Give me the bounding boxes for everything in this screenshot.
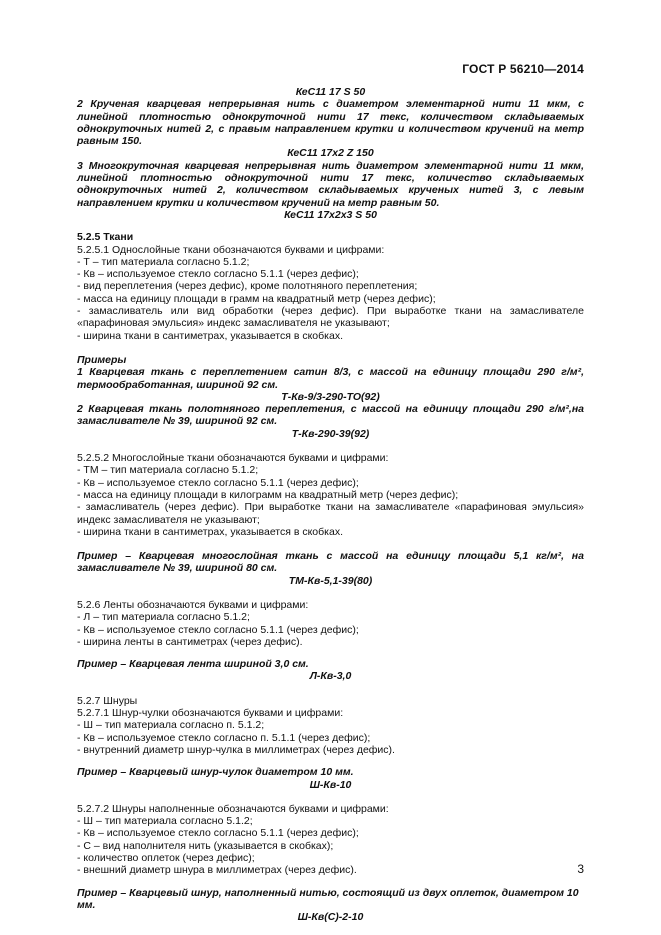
list-item: - ширина ткани в сантиметрах, указывается в скобках. xyxy=(77,525,343,538)
section-5-2-7-title: 5.2.7 Шнуры xyxy=(77,694,138,707)
list-item: - ширина ленты в сантиметрах (через дефис). xyxy=(77,635,303,648)
section-5-2-5-1-intro: 5.2.5.1 Однослойные ткани обозначаются буквами и цифрами: xyxy=(77,243,385,256)
list-item: - ширина ткани в сантиметрах, указывается в скобках. xyxy=(77,329,343,342)
section-5-2-5-2-list xyxy=(77,464,584,538)
example-sock: Пример – Кварцевый шнур-чулок диаметром 10 мм. xyxy=(77,766,354,779)
list-item: - масса на единицу площади в килограмм на квадратный метр (через дефис); xyxy=(77,488,459,501)
list-item: - ТМ – тип материала согласно 5.1.2; xyxy=(77,464,259,477)
example-2-text: 2 Крученая кварцевая непрерывная нить с диаметром элементарной нити 11 мкм, с линейной плотностью однокруточной нити 17 текс, количеством складываемых однокруточных нитей 2, с правым направлением крутки и количеством кручений на метр равным 150. xyxy=(77,98,584,148)
document-code-header: ГОСТ Р 56210—2014 xyxy=(462,62,584,76)
section-5-2-5-1-list xyxy=(77,256,584,342)
code-1: КеС11 17 S 50 xyxy=(295,86,366,98)
example-multilayer: Пример – Кварцевая многослойная ткань с массой на единицу площади 5,1 кг/м², на замасливателе № 39, шириной 80 см. xyxy=(77,550,584,575)
examples-label: Примеры xyxy=(77,353,127,366)
list-item: - внешний диаметр шнура в миллиметрах (через дефис). xyxy=(77,864,357,877)
list-item: - Кв – используемое стекло согласно 5.1.1 (через дефис); xyxy=(77,476,359,489)
example-cord-code: Ш-Кв(С)-2-10 xyxy=(297,911,364,924)
example-2 xyxy=(77,98,584,147)
example-fabric-1-code: Т-Кв-9/3-290-ТО(92) xyxy=(281,390,380,403)
example-fabric-1: 1 Кварцевая ткань с переплетением сатин 8/3, с массой на единицу площади 290 г/м², термообработанная, шириной 92 см. xyxy=(77,366,584,391)
list-item: - масса на единицу площади в грамм на квадратный метр (через дефис); xyxy=(77,292,436,305)
list-item: - С – вид наполнителя нить (указывается в скобках); xyxy=(77,839,334,852)
section-5-2-7-1-intro: 5.2.7.1 Шнур-чулки обозначаются буквами и цифрами: xyxy=(77,707,344,720)
list-item: - вид переплетения (через дефис), кроме полотняного переплетения; xyxy=(77,280,418,293)
list-item: - замасливатель или вид обработки (через дефис). При выработке ткани на замасливателе «парафиновая эмульсия» индекс замасливателя не указывают; xyxy=(77,305,584,330)
list-item: - замасливатель (через дефис). При выработке ткани на замасливателе «парафиновая эмульсия» индекс замасливателя не указывают; xyxy=(77,501,584,526)
list-item: - Кв – используемое стекло согласно 5.1.1 (через дефис); xyxy=(77,623,359,636)
section-5-2-5-2-intro: 5.2.5.2 Многослойные ткани обозначаются буквами и цифрами: xyxy=(77,452,389,465)
list-item: - количество оплеток (через дефис); xyxy=(77,852,255,865)
code-2: КеС11 17х2 Z 150 xyxy=(287,147,374,160)
list-item: - Т – тип материала согласно 5.1.2; xyxy=(77,255,250,268)
list-item: - Ш – тип материала согласно п. 5.1.2; xyxy=(77,719,265,732)
list-item: - Ш – тип материала согласно 5.1.2; xyxy=(77,815,253,828)
code-3: КеС11 17х2х3 S 50 xyxy=(284,208,377,221)
example-tape: Пример – Кварцевая лента шириной 3,0 см. xyxy=(77,658,309,671)
example-cord: Пример – Кварцевый шнур, наполненный нитью, состоящий из двух оплеток, диаметром 10 мм. xyxy=(77,886,579,911)
page-number: 3 xyxy=(577,862,584,876)
list-item: - внутренний диаметр шнур-чулка в миллиметрах (через дефис). xyxy=(77,743,395,756)
example-3: 3 Многокруточная кварцевая непрерывная нить диаметром элементарной нити 11 мкм, линейной плотностью однокруточной нити 17 текс, количество складываемых однокруточных нитей 2, количеством складываемых крученых нитей 3, с левым направлением крутки и количеством кручений на метр равным 50. xyxy=(77,159,584,209)
example-tape-code: Л-Кв-3,0 xyxy=(309,670,352,683)
list-item: - Кв – используемое стекло согласно 5.1.1 (через дефис); xyxy=(77,268,359,281)
example-fabric-2: 2 Кварцевая ткань полотняного переплетения, с массой на единицу площади 290 г/м²,на замасливателе № 39, шириной 92 см. xyxy=(77,403,584,428)
section-5-2-7-2-list xyxy=(77,815,584,876)
section-5-2-6-intro: 5.2.6 Ленты обозначаются буквами и цифрами: xyxy=(77,598,309,611)
page-content xyxy=(77,86,584,924)
section-5-2-7-2-intro: 5.2.7.2 Шнуры наполненные обозначаются буквами и цифрами: xyxy=(77,802,389,815)
section-5-2-7-1-list xyxy=(77,719,584,756)
list-item: - Л – тип материала согласно 5.1.2; xyxy=(77,611,250,624)
list-item: - Кв – используемое стекло согласно п. 5.1.1 (через дефис); xyxy=(77,731,371,744)
example-multilayer-code: ТМ-Кв-5,1-39(80) xyxy=(288,574,373,587)
list-item: - Кв – используемое стекло согласно 5.1.1 (через дефис); xyxy=(77,827,359,840)
example-sock-code: Ш-Кв-10 xyxy=(309,778,352,791)
section-5-2-6-list xyxy=(77,611,584,648)
example-fabric-2-code: Т-Кв-290-39(92) xyxy=(291,427,370,440)
section-5-2-5-title: 5.2.5 Ткани xyxy=(77,231,134,244)
